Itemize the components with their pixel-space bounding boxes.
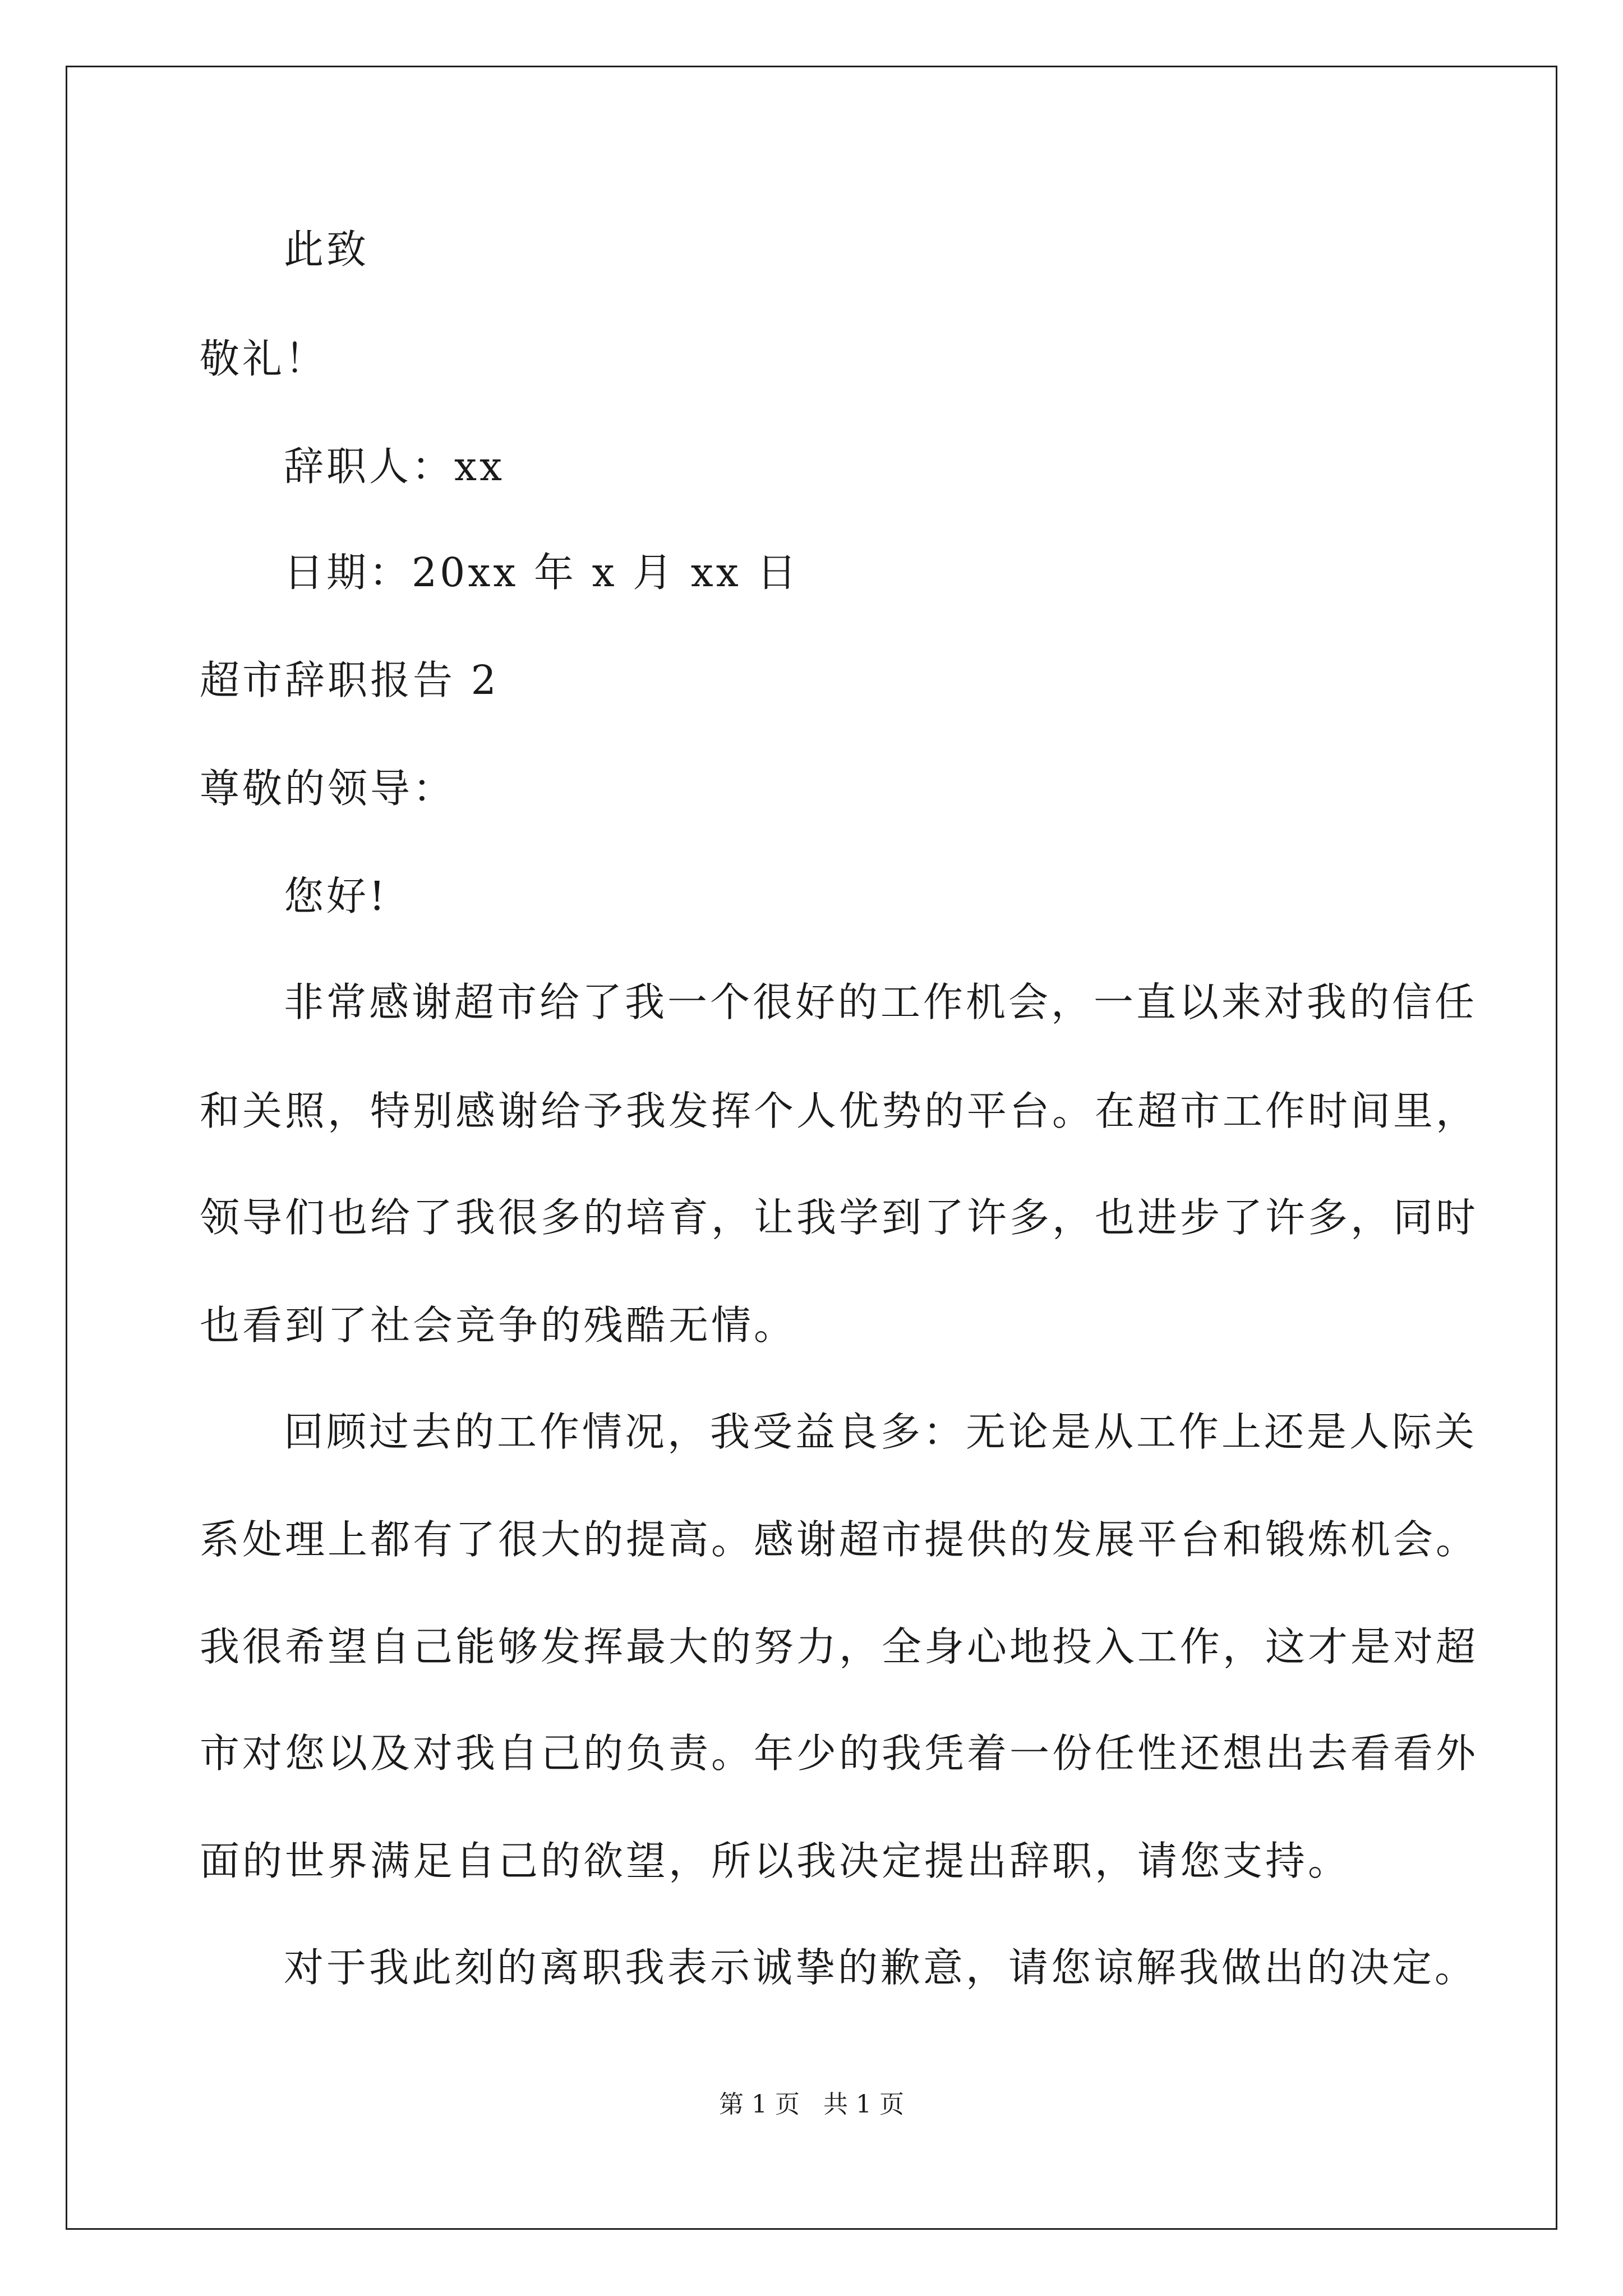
report-title: 超市辞职报告 2	[200, 657, 499, 703]
paragraph-line: 面的世界满足自己的欲望，所以我决定提出辞职，请您支持。	[200, 1838, 1351, 1884]
closing-line: 此致	[284, 226, 370, 273]
paragraph-line: 和关照，特别感谢给予我发挥个人优势的平台。在超市工作时间里，	[200, 1088, 1479, 1134]
paragraph-line: 领导们也给了我很多的培育，让我学到了许多，也进步了许多，同时	[200, 1194, 1479, 1241]
paragraph-line: 也看到了社会竞争的残酷无情。	[200, 1302, 797, 1349]
page-border	[66, 66, 1557, 2230]
date-line: 日期：20xx 年 x 月 xx 日	[284, 549, 800, 596]
hello-line: 您好!	[284, 873, 388, 919]
paragraph-line: 我很希望自己能够发挥最大的努力，全身心地投入工作，这才是对超	[200, 1623, 1479, 1670]
greeting-line: 尊敬的领导：	[200, 765, 456, 812]
paragraph-line: 对于我此刻的离职我表示诚挚的歉意，请您谅解我做出的决定。	[284, 1944, 1478, 1991]
paragraph-line: 非常感谢超市给了我一个很好的工作机会，一直以来对我的信任	[284, 979, 1478, 1025]
paragraph-line: 市对您以及对我自己的负责。年少的我凭着一份任性还想出去看看外	[200, 1730, 1479, 1777]
page-footer: 第 1 页 共 1 页	[719, 2090, 904, 2119]
paragraph-line: 系处理上都有了很大的提高。感谢超市提供的发展平台和锻炼机会。	[200, 1516, 1479, 1563]
paragraph-line: 回顾过去的工作情况，我受益良多：无论是从工作上还是人际关	[284, 1409, 1478, 1455]
salute-line: 敬礼！	[200, 335, 328, 382]
signer-line: 辞职人：xx	[284, 443, 505, 490]
